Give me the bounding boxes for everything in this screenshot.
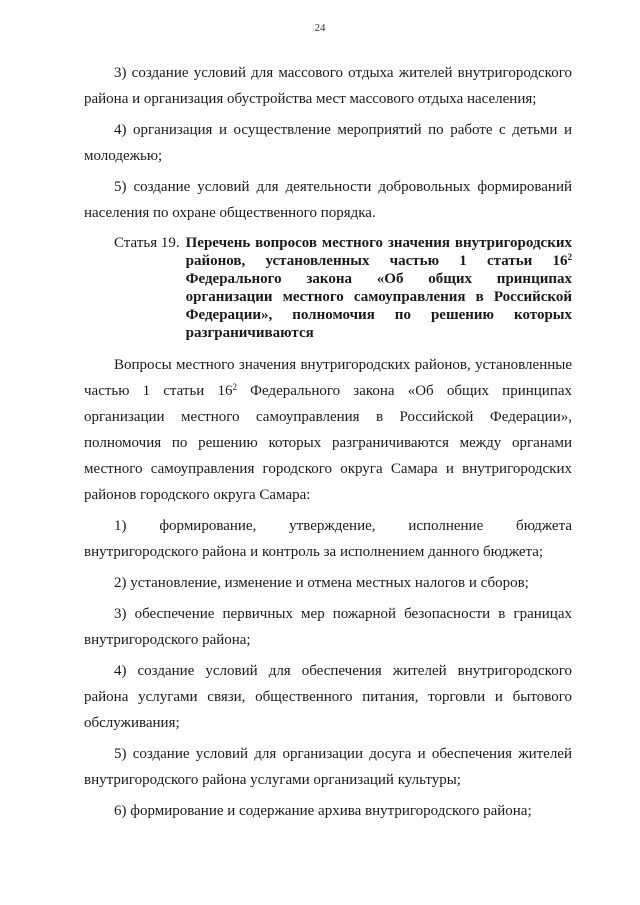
article-title	[186, 234, 572, 342]
paragraph-item-3: 3) создание условий для массового отдыха жителей внутригородского района и организация обустройства мест массового отдыха населения;	[84, 65, 572, 107]
article-title-sup: 2	[567, 252, 572, 262]
list-item: 4) создание условий для обеспечения жителей внутригородского района услугами связи, общественного питания, торговли и бытового обслуживания;	[84, 663, 572, 731]
list-item: 6) формирование и содержание архива внутригородского района;	[114, 803, 532, 819]
article-title-part1: Перечень вопросов местного значения внутригородских районов, установленных частью 1 статьи 16	[185, 235, 572, 269]
list-item: 1) формирование, утверждение, исполнение бюджета внутригородского района и контроль за исполнением данного бюджета;	[84, 518, 572, 560]
intro-sup: 2	[232, 382, 237, 392]
paragraph-item-4: 4) организация и осуществление мероприятий по работе с детьми и молодежью;	[84, 122, 572, 164]
page-number: 24	[314, 22, 326, 34]
intro-paragraph	[84, 352, 572, 508]
article-heading	[84, 234, 572, 342]
paragraph-item-5: 5) создание условий для деятельности добровольных формирований населения по охране общественного порядка.	[84, 179, 572, 221]
intro-part2: Федерального закона «Об общих принципах организации местного самоуправления в Российской Федерации», полномочия по решению которых разграничиваются между органами местного самоуправления городского округа Самара и внутригородских районов городского округа Самара:	[84, 383, 572, 503]
list-item: 5) создание условий для организации досуга и обеспечения жителей внутригородского района услугами организаций культуры;	[84, 746, 572, 788]
list-item: 2) установление, изменение и отмена местных налогов и сборов;	[114, 575, 529, 591]
article-title-part2: Федерального закона «Об общих принципах организации местного самоуправления в Российской Федерации», полномочия по решению которых разграничиваются	[185, 271, 572, 341]
list-item: 3) обеспечение первичных мер пожарной безопасности в границах внутригородского района;	[84, 606, 572, 648]
article-label: Статья 19.	[114, 235, 180, 251]
document-body	[84, 60, 572, 829]
intro-part1: Вопросы местного значения внутригородских районов, установленные частью 1 статьи 16	[84, 357, 572, 399]
